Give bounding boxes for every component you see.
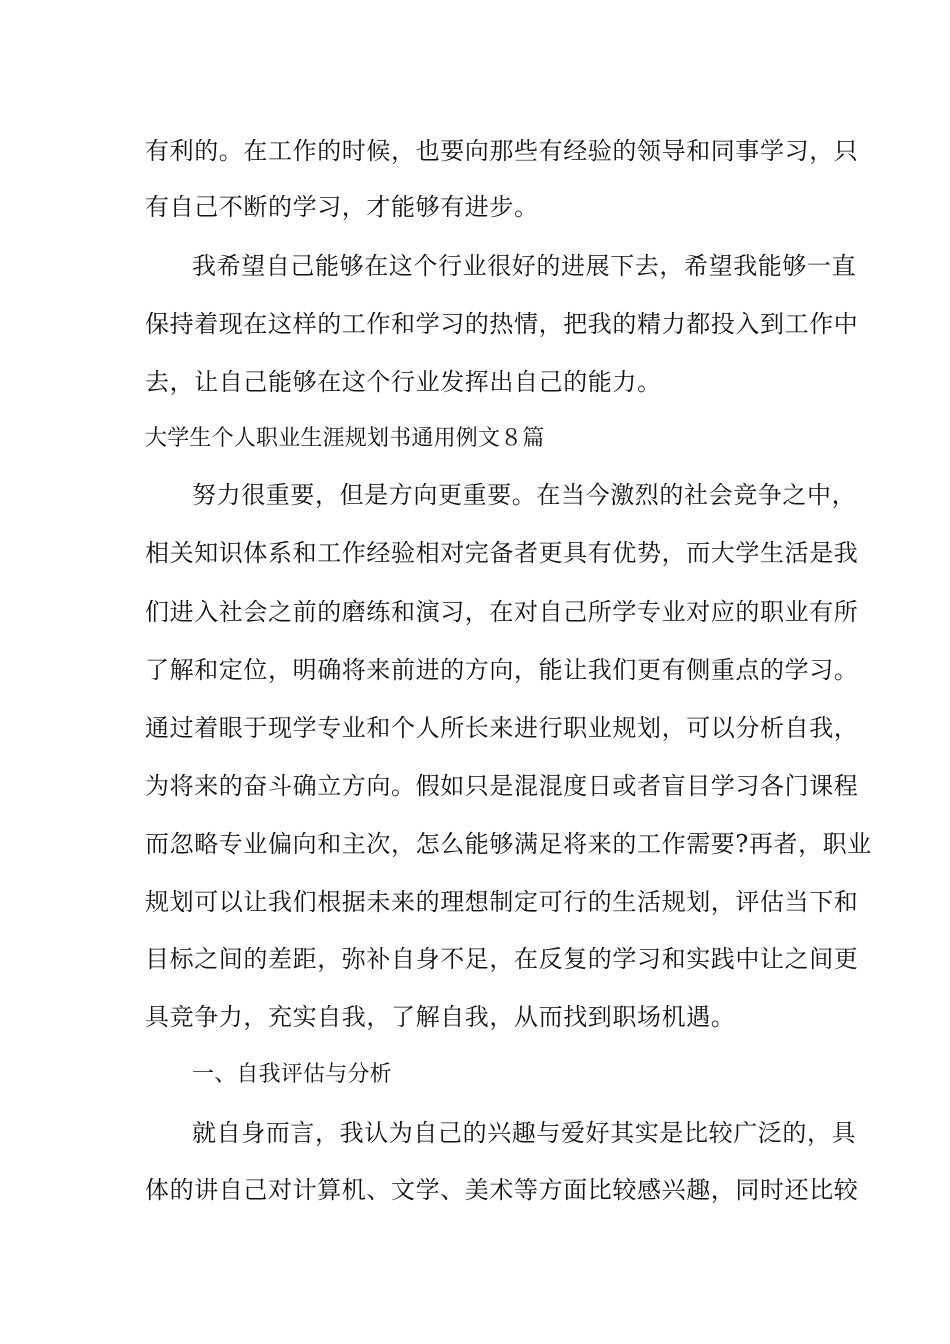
subsection-heading: 一、自我评估与分析 xyxy=(192,1062,392,1087)
paragraph-line: 规划可以让我们根据未来的理想制定可行的生活规划，评估当下和 xyxy=(145,888,859,916)
paragraph-line: 有自己不断的学习，才能够有进步。 xyxy=(145,193,539,221)
paragraph-line: 了解和定位，明确将来前进的方向，能让我们更有侧重点的学习。 xyxy=(145,656,859,684)
paragraph-line: 相关知识体系和工作经验相对完备者更具有优势，而大学生活是我 xyxy=(145,539,859,567)
paragraph-line: 就自身而言，我认为自己的兴趣与爱好其实是比较广泛的，具 xyxy=(192,1119,857,1147)
paragraph-line: 为将来的奋斗确立方向。假如只是混混度日或者盲目学习各门课程 xyxy=(145,772,859,800)
paragraph-line: 体的讲自己对计算机、文学、美术等方面比较感兴趣，同时还比较 xyxy=(145,1176,859,1204)
paragraph-line: 通过着眼于现学专业和个人所长来进行职业规划，可以分析自我， xyxy=(145,714,859,742)
paragraph-line: 去，让自己能够在这个行业发挥出自己的能力。 xyxy=(145,368,662,396)
paragraph-line: 而忽略专业偏向和主次，怎么能够满足将来的工作需要?再者，职业 xyxy=(145,830,872,858)
paragraph-line: 有利的。在工作的时候，也要向那些有经验的领导和同事学习，只 xyxy=(145,137,859,165)
paragraph-line: 们进入社会之前的磨练和演习，在对自己所学专业对应的职业有所 xyxy=(145,598,859,626)
section-title: 大学生个人职业生涯规划书通用例文８篇 xyxy=(145,426,545,451)
paragraph-line: 目标之间的差距，弥补自身不足，在反复的学习和实践中让之间更 xyxy=(145,945,859,973)
paragraph-line: 具竞争力，充实自我，了解自我，从而找到职场机遇。 xyxy=(145,1003,736,1031)
paragraph-line: 保持着现在这样的工作和学习的热情，把我的精力都投入到工作中 xyxy=(145,310,859,338)
paragraph-line: 我希望自己能够在这个行业很好的进展下去，希望我能够一直 xyxy=(192,252,857,280)
paragraph-line: 努力很重要，但是方向更重要。在当今激烈的社会竞争之中， xyxy=(192,481,857,509)
